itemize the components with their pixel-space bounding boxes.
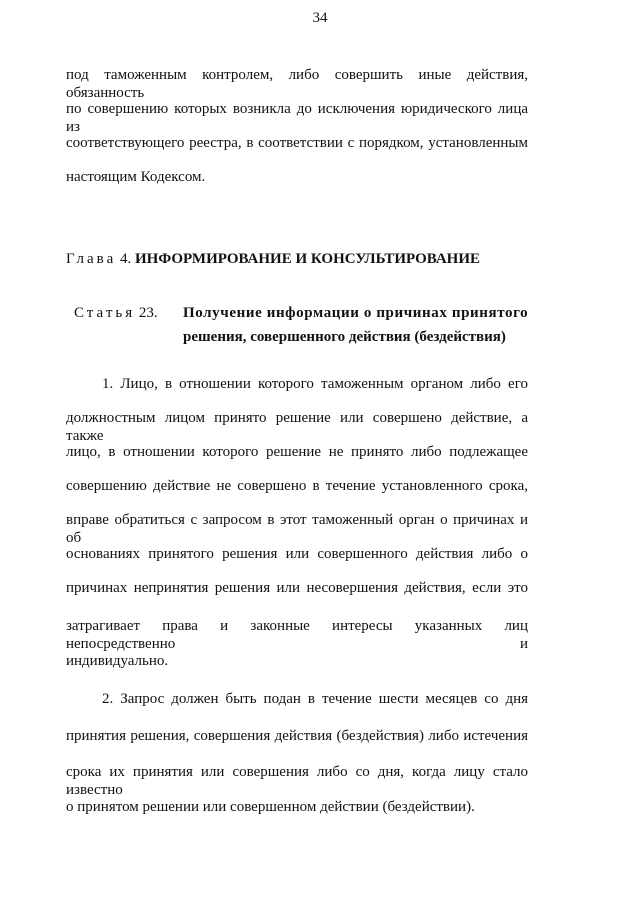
chapter-heading	[66, 250, 528, 268]
article-number: 23.	[138, 305, 158, 321]
text-line: 2. Запрос должен быть подан в течение шести месяцев со дня	[102, 691, 528, 707]
text-line: индивидуально.	[66, 653, 169, 669]
text-line: соответствующего реестра, в соответствии с порядком, установленным	[66, 135, 528, 151]
chapter-label: Глава	[66, 251, 117, 267]
chapter-number: 4.	[119, 251, 132, 267]
text-line: о принятом решении или совершенном действии (бездействии).	[66, 799, 475, 815]
chapter-title: ИНФОРМИРОВАНИЕ И КОНСУЛЬТИРОВАНИЕ	[134, 251, 481, 267]
article-title-line: решения, совершенного действия (бездействия)	[183, 329, 506, 345]
text-line: совершению действие не совершено в течение установленного срока,	[66, 478, 528, 494]
text-line: основаниях принятого решения или совершенного действия либо о	[66, 546, 528, 562]
text-line: под таможенным контролем, либо совершить иные действия, обязанность	[66, 67, 528, 101]
text-line: лицо, в отношении которого решение не принято либо подлежащее	[66, 444, 528, 460]
text-line: по совершению которых возникла до исключения юридического лица из	[66, 101, 528, 135]
text-line: 1. Лицо, в отношении которого таможенным органом либо его	[102, 376, 528, 392]
article-title-line: Получение информации о причинах принятого	[183, 305, 529, 321]
text-line: причинах непринятия решения или несовершения действия, если это	[66, 580, 528, 596]
text-line: срока их принятия или совершения либо со дня, когда лицу стало известно	[66, 764, 528, 798]
page-number: 34	[312, 10, 328, 26]
article-label: Статья	[74, 305, 136, 321]
text-line: настоящим Кодексом.	[66, 169, 206, 185]
text-line: затрагивает права и законные интересы указанных лиц непосредственно и	[66, 618, 528, 652]
text-line: должностным лицом принято решение или совершено действие, а также	[66, 410, 528, 444]
text-line: принятия решения, совершения действия (бездействия) либо истечения	[66, 728, 528, 744]
text-line: вправе обратиться с запросом в этот таможенный орган о причинах и об	[66, 512, 528, 546]
